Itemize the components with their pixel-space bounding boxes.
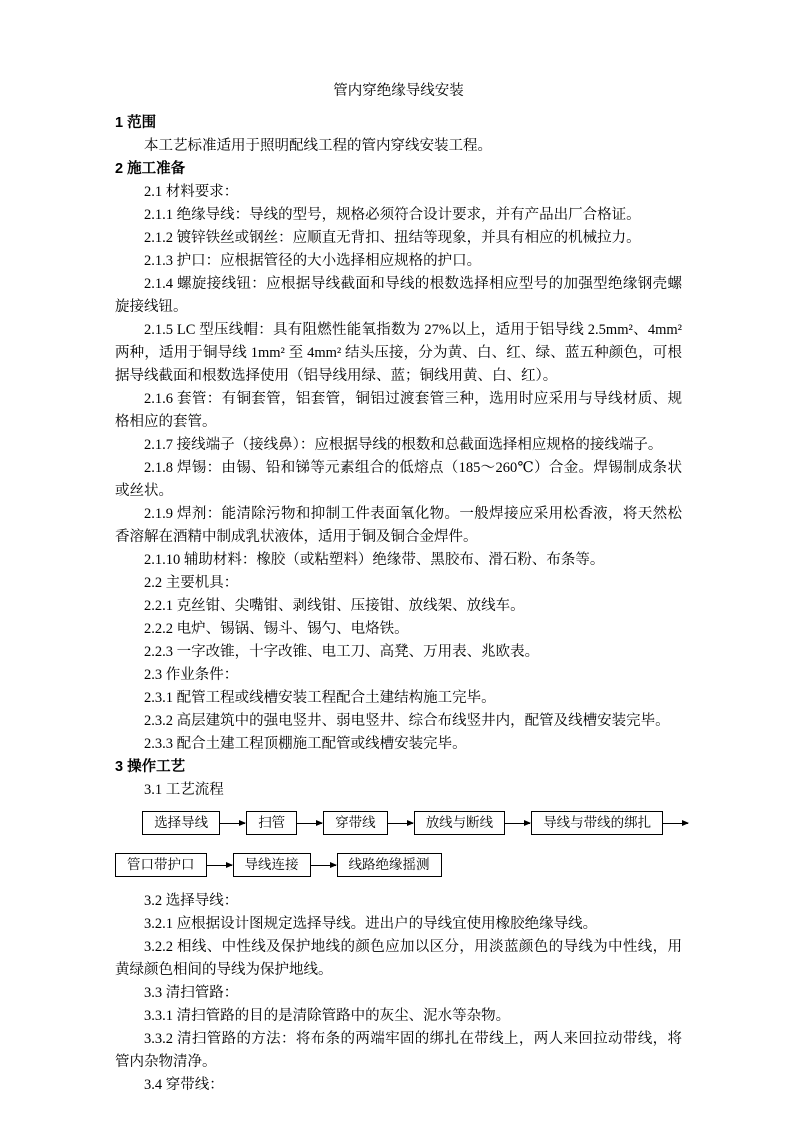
paragraph: 3.2.1 应根据设计图规定选择导线。进出户的导线宜使用橡胶绝缘导线。 bbox=[144, 916, 598, 932]
flowchart-row bbox=[142, 808, 682, 838]
paragraph: 2.1.5 LC 型压线帽：具有阻燃性能氧指数为 27%以上，适用于铝导线 2.5mm²、4mm² 两种，适用于铜导线 1mm² 至 4mm² 结头压接，分为黄、白、红、绿、蓝五种颜色，可根据导线截面和根数选择使用（铝导线用绿、蓝；铜线用黄、白、红）。 bbox=[115, 322, 682, 384]
paragraph: 2.1.2 镀锌铁丝或钢丝：应顺直无背扣、扭结等现象，并具有相应的机械拉力。 bbox=[144, 230, 641, 246]
arrow-right-icon bbox=[207, 865, 232, 866]
paragraph: 3.3 清扫管路： bbox=[144, 985, 239, 1001]
flow-step: 放线与断线 bbox=[414, 811, 506, 835]
flow-step: 扫管 bbox=[246, 811, 297, 835]
paragraph: 3.3.1 清扫管路的目的是清除管路中的灰尘、泥水等杂物。 bbox=[144, 1008, 511, 1024]
paragraph: 2.1.8 焊锡：由锡、铅和锑等元素组合的低熔点（185～260℃）合金。焊锡制成条状或丝状。 bbox=[115, 460, 682, 499]
paragraph: 2.1.1 绝缘导线：导线的型号，规格必须符合设计要求，并有产品出厂合格证。 bbox=[144, 207, 641, 223]
paragraph: 2.1.10 辅助材料：橡胶（或粘塑料）绝缘带、黑胶布、滑石粉、布条等。 bbox=[144, 552, 605, 568]
paragraph: 3.1 工艺流程 bbox=[144, 782, 224, 798]
paragraph: 2.1.7 接线端子（接线鼻）：应根据导线的根数和总截面选择相应规格的接线端子。 bbox=[144, 437, 663, 453]
flow-step: 导线与带线的绑扎 bbox=[531, 811, 663, 835]
paragraph: 2.3.1 配管工程或线槽安装工程配合土建结构施工完毕。 bbox=[144, 690, 496, 706]
paragraph: 2.1.3 护口：应根据管径的大小选择相应规格的护口。 bbox=[144, 253, 482, 269]
document-title: 管内穿绝缘导线安装 bbox=[333, 83, 464, 99]
paragraph: 本工艺标准适用于照明配线工程的管内穿线安装工程。 bbox=[144, 138, 492, 154]
arrow-right-icon bbox=[388, 823, 413, 824]
section-heading: 1 范围 bbox=[115, 115, 157, 131]
flow-step: 穿带线 bbox=[323, 811, 388, 835]
arrow-right-icon bbox=[220, 823, 245, 824]
paragraph: 3.3.2 清扫管路的方法：将布条的两端牢固的绑扎在带线上，两人来回拉动带线，将管内杂物清净。 bbox=[115, 1031, 682, 1070]
paragraph: 2.2.3 一字改锥，十字改锥、电工刀、高凳、万用表、兆欧表。 bbox=[144, 644, 540, 660]
paragraph: 2.1.6 套管：有铜套管，铝套管，铜铝过渡套管三种，选用时应采用与导线材质、规格相应的套管。 bbox=[115, 391, 682, 430]
flow-step: 导线连接 bbox=[233, 853, 311, 877]
paragraph: 3.4 穿带线： bbox=[144, 1077, 224, 1093]
paragraph: 2.2.1 克丝钳、尖嘴钳、剥线钳、压接钳、放线架、放线车。 bbox=[144, 598, 525, 614]
document-body bbox=[115, 112, 682, 1097]
arrow-right-icon bbox=[505, 823, 530, 824]
paragraph: 2.3.2 高层建筑中的强电竖井、弱电竖井、综合布线竖井内，配管及线槽安装完毕。 bbox=[144, 713, 670, 729]
arrow-right-icon bbox=[297, 823, 322, 824]
paragraph: 2.2.2 电炉、锡锅、锡斗、锡勺、电烙铁。 bbox=[144, 621, 409, 637]
flow-step: 线路绝缘摇测 bbox=[337, 853, 442, 877]
paragraph: 3.2.2 相线、中性线及保护地线的颜色应加以区分，用淡蓝颜色的导线为中性线，用黄绿颜色相间的导线为保护地线。 bbox=[115, 939, 682, 978]
flow-step: 选择导线 bbox=[142, 811, 220, 835]
flow-step: 管口带护口 bbox=[115, 853, 207, 877]
process-flowchart bbox=[115, 808, 682, 880]
paragraph: 2.3.3 配合土建工程顶棚施工配管或线槽安装完毕。 bbox=[144, 736, 467, 752]
paragraph: 2.1.9 焊剂：能清除污物和抑制工件表面氧化物。一般焊接应采用松香液，将天然松香溶解在酒精中制成乳状液体，适用于铜及铜合金焊件。 bbox=[115, 506, 682, 545]
paragraph: 2.2 主要机具： bbox=[144, 575, 239, 591]
section-heading: 3 操作工艺 bbox=[115, 759, 186, 775]
paragraph: 2.3 作业条件： bbox=[144, 667, 239, 683]
flowchart-row bbox=[115, 850, 682, 880]
arrow-right-icon bbox=[663, 823, 688, 824]
section-heading: 2 施工准备 bbox=[115, 161, 186, 177]
paragraph: 2.1.4 螺旋接线钮：应根据导线截面和导线的根数选择相应型号的加强型绝缘钢壳螺旋接线钮。 bbox=[115, 276, 682, 315]
paragraph: 3.2 选择导线： bbox=[144, 893, 239, 909]
arrow-right-icon bbox=[311, 865, 336, 866]
paragraph: 2.1 材料要求： bbox=[144, 184, 239, 200]
